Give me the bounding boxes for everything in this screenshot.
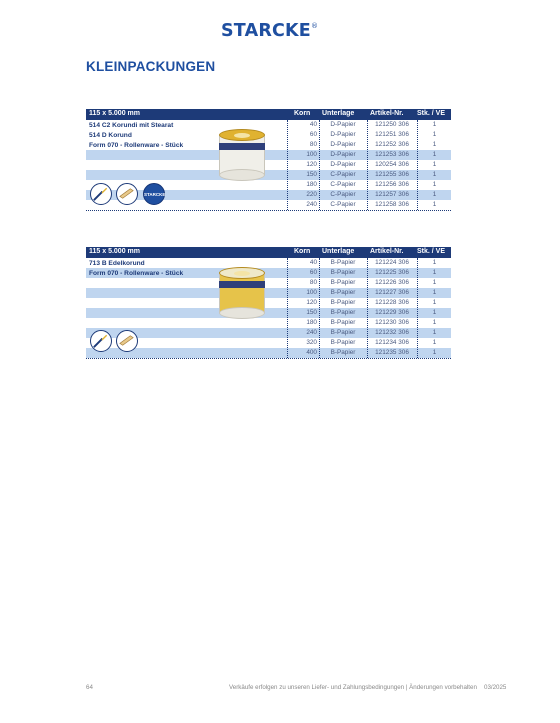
cell-artikel: 121227 306 — [375, 289, 409, 296]
table-bottom-rule — [86, 210, 451, 211]
column-divider — [417, 258, 418, 358]
cell-artikel: 121226 306 — [375, 279, 409, 286]
brand-name: STARCKE — [221, 21, 311, 41]
cell-unterlage: B-Papier — [330, 269, 356, 276]
cell-korn: 100 — [306, 151, 317, 158]
footer-note: Verkäufe erfolgen zu unseren Liefer- und Zahlungsbedingungen | Änderungen vorbehalten — [229, 684, 477, 691]
table-row — [86, 328, 451, 338]
table-row — [86, 318, 451, 328]
cell-unterlage: D-Papier — [330, 151, 356, 158]
table-row — [86, 170, 451, 180]
cell-artikel: 120254 306 — [375, 161, 409, 168]
size-label: 115 x 5.000 mm — [89, 248, 140, 255]
cell-unterlage: D-Papier — [330, 141, 356, 148]
column-divider — [367, 258, 368, 358]
cell-stk: 1 — [432, 151, 437, 158]
table-body — [86, 120, 451, 219]
cell-stk: 1 — [432, 191, 437, 198]
cell-stk: 1 — [432, 349, 437, 356]
cell-unterlage: D-Papier — [330, 131, 356, 138]
sandpaper-roll-image — [219, 129, 265, 181]
table-bottom-rule — [86, 358, 451, 359]
cell-korn: 80 — [309, 279, 317, 286]
cell-artikel: 121224 306 — [375, 259, 409, 266]
table-row — [86, 288, 451, 298]
cell-stk: 1 — [432, 289, 437, 296]
product-description-line: 514 D Korund — [89, 132, 132, 139]
table-row — [86, 180, 451, 190]
cell-korn: 60 — [309, 269, 317, 276]
column-divider — [287, 258, 288, 358]
cell-stk: 1 — [432, 131, 437, 138]
cell-stk: 1 — [432, 309, 437, 316]
table-row — [86, 278, 451, 288]
cell-stk: 1 — [432, 329, 437, 336]
cell-artikel: 121229 306 — [375, 309, 409, 316]
table-row — [86, 150, 451, 160]
cell-stk: 1 — [432, 279, 437, 286]
cell-unterlage: B-Papier — [330, 329, 356, 336]
cell-korn: 180 — [306, 319, 317, 326]
cell-unterlage: B-Papier — [330, 299, 356, 306]
cell-korn: 60 — [309, 131, 317, 138]
col-artikel: Artikel-Nr. — [370, 248, 404, 255]
cell-stk: 1 — [432, 339, 437, 346]
cell-unterlage: B-Papier — [330, 279, 356, 286]
wood-board-icon — [116, 330, 138, 352]
cell-artikel: 121232 306 — [375, 329, 409, 336]
table-row — [86, 348, 451, 358]
cell-korn: 120 — [306, 161, 317, 168]
cell-artikel: 121256 306 — [375, 181, 409, 188]
cell-unterlage: D-Papier — [330, 161, 356, 168]
brush-application-icon — [90, 330, 112, 352]
table-row — [86, 190, 451, 200]
cell-korn: 240 — [306, 329, 317, 336]
product-section-2 — [86, 247, 451, 358]
cell-stk: 1 — [432, 171, 437, 178]
cell-stk: 1 — [432, 121, 437, 128]
col-stk: Stk. / VE — [417, 110, 446, 117]
cell-stk: 1 — [432, 161, 437, 168]
cell-unterlage: B-Papier — [330, 349, 356, 356]
col-unterlage: Unterlage — [322, 248, 355, 255]
cell-korn: 180 — [306, 181, 317, 188]
cell-artikel: 121225 306 — [375, 269, 409, 276]
cell-artikel: 121235 306 — [375, 349, 409, 356]
cell-artikel: 121228 306 — [375, 299, 409, 306]
cell-stk: 1 — [432, 181, 437, 188]
cell-korn: 320 — [306, 339, 317, 346]
cell-unterlage: B-Papier — [330, 319, 356, 326]
cell-stk: 1 — [432, 269, 437, 276]
cell-korn: 40 — [309, 259, 317, 266]
column-divider — [367, 120, 368, 210]
cell-artikel: 121255 306 — [375, 171, 409, 178]
table-row — [86, 308, 451, 318]
cell-korn: 150 — [306, 171, 317, 178]
cell-artikel: 121250 306 — [375, 121, 409, 128]
page-title: KLEINPACKUNGEN — [86, 59, 216, 74]
cell-stk: 1 — [432, 141, 437, 148]
brush-application-icon — [90, 183, 112, 205]
cell-artikel: 121258 306 — [375, 201, 409, 208]
table-row — [86, 298, 451, 308]
cell-artikel: 121257 306 — [375, 191, 409, 198]
col-korn: Korn — [294, 110, 311, 117]
table-row — [86, 338, 451, 348]
footer-date: 03/2025 — [484, 684, 507, 691]
cell-korn: 100 — [306, 289, 317, 296]
cell-korn: 240 — [306, 201, 317, 208]
cell-artikel: 121253 306 — [375, 151, 409, 158]
cell-unterlage: C-Papier — [330, 201, 356, 208]
cell-unterlage: C-Papier — [330, 181, 356, 188]
product-description-line: Form 070 - Rollenware - Stück — [89, 270, 184, 277]
cell-unterlage: B-Papier — [330, 259, 356, 266]
table-header — [86, 247, 451, 258]
col-korn: Korn — [294, 248, 311, 255]
size-label: 115 x 5.000 mm — [89, 110, 140, 117]
table-row — [86, 130, 451, 140]
cell-stk: 1 — [432, 319, 437, 326]
column-divider — [417, 120, 418, 210]
sandpaper-roll-image — [219, 267, 265, 319]
column-divider — [287, 120, 288, 210]
cell-stk: 1 — [432, 259, 437, 266]
starcke-stuff-badge-icon: STARCKE STUFF — [143, 183, 165, 205]
table-row — [86, 160, 451, 170]
registered-mark: ® — [310, 22, 319, 30]
cell-artikel: 121251 306 — [375, 131, 409, 138]
cell-korn: 40 — [309, 121, 317, 128]
cell-unterlage: B-Papier — [330, 339, 356, 346]
column-divider — [319, 258, 320, 358]
cell-unterlage: B-Papier — [330, 289, 356, 296]
product-description-line: 514 C2 Korundi mit Stearat — [89, 122, 174, 129]
product-description-line: Form 070 - Rollenware - Stück — [89, 142, 184, 149]
cell-stk: 1 — [432, 201, 437, 208]
cell-korn: 80 — [309, 141, 317, 148]
cell-korn: 150 — [306, 309, 317, 316]
cell-stk: 1 — [432, 299, 437, 306]
cell-korn: 220 — [306, 191, 317, 198]
col-unterlage: Unterlage — [322, 110, 355, 117]
brand-logo — [221, 21, 318, 41]
product-section-1 — [86, 109, 451, 219]
cell-artikel: 121230 306 — [375, 319, 409, 326]
col-artikel: Artikel-Nr. — [370, 110, 404, 117]
cell-artikel: 121252 306 — [375, 141, 409, 148]
table-header — [86, 109, 451, 120]
cell-unterlage: C-Papier — [330, 191, 356, 198]
cell-artikel: 121234 306 — [375, 339, 409, 346]
wood-board-icon — [116, 183, 138, 205]
col-stk: Stk. / VE — [417, 248, 446, 255]
cell-korn: 400 — [306, 349, 317, 356]
table-body — [86, 258, 451, 358]
product-description-line: 713 B Edelkorund — [89, 260, 145, 267]
cell-unterlage: C-Papier — [330, 171, 356, 178]
cell-unterlage: B-Papier — [330, 309, 356, 316]
table-row — [86, 200, 451, 210]
page-number: 64 — [86, 684, 93, 691]
column-divider — [319, 120, 320, 210]
cell-korn: 120 — [306, 299, 317, 306]
cell-unterlage: D-Papier — [330, 121, 356, 128]
